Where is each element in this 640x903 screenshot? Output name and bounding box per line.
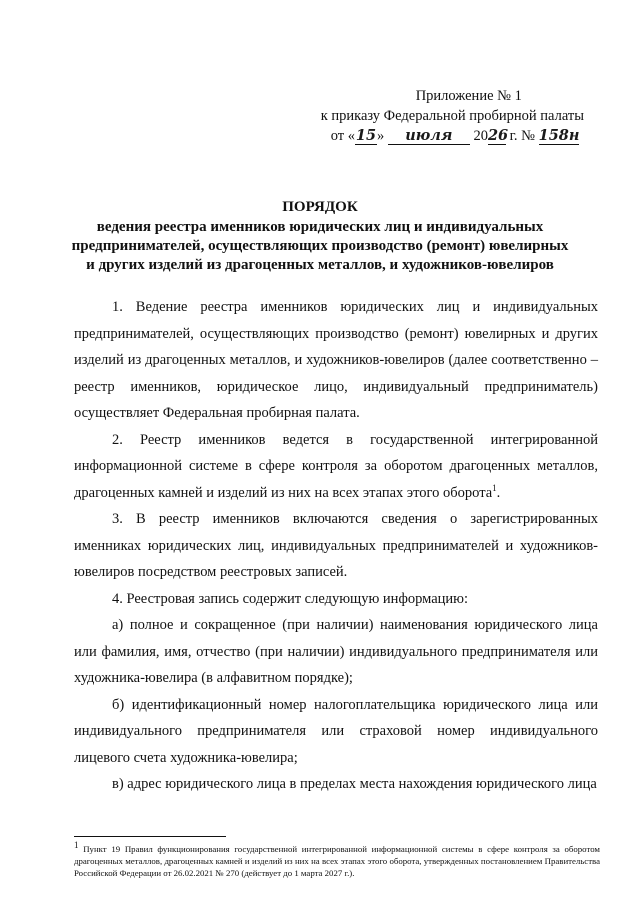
title-line-1: ведения реестра именников юридических лиц и индивидуальных <box>96 219 544 235</box>
title-main: ПОРЯДОК <box>282 199 358 215</box>
date-from-label: от « <box>330 128 355 144</box>
order-number-label: г. № <box>509 128 535 144</box>
date-day-close: » <box>376 128 385 144</box>
title-line-2: предпринимателей, осуществляющих производство (ремонт) ювелирных <box>71 238 569 254</box>
order-date-line <box>321 126 584 146</box>
date-day: 15 <box>355 127 377 144</box>
footnote-marker: 1 <box>74 840 79 851</box>
paragraph-4c: в) адрес юридического лица в пределах места нахождения юридического лица <box>112 776 597 792</box>
date-year-suffix: 26 <box>487 127 509 144</box>
title-line-3: и других изделий из драгоценных металлов, и художников-ювелиров <box>86 257 554 273</box>
paragraph-2-text: 2. Реестр именников ведется в государственной интегрированной информационной системе в сфере контроля за оборотом драгоценных металлов, драгоценных камней и изделий из них на всех этапах этого оборота <box>74 431 598 501</box>
document-title <box>0 198 640 275</box>
paragraph-4b: б) идентификационный номер налогоплательщика юридического лица или индивидуального предпринимателя или страховой номер индивидуального лицевого счета художника-ювелира; <box>74 696 598 766</box>
order-number: 158н <box>538 127 580 144</box>
footnote <box>74 840 600 879</box>
paragraph-2-end: . <box>496 484 501 501</box>
footnote-divider <box>74 836 226 837</box>
paragraph-2 <box>74 427 598 507</box>
date-year-prefix: 20 <box>473 128 488 144</box>
footnote-text: Пункт 19 Правил функционирования государственной интегрированной информационной системы в сфере контроля за оборотом драгоценных металлов, драгоценных камней и изделий из них на всех этапах этого оборота, утвержденных постановлением Правительства Российской Федерации от 26.02.2021 № 270 (действует до 1 марта 2027 г.). <box>74 844 600 878</box>
paragraph-4: 4. Реестровая запись содержит следующую информацию: <box>112 590 469 607</box>
paragraph-4a: а) полное и сокращенное (при наличии) наименования юридического лица или фамилия, имя, отчество (при наличии) индивидуального предпринимателя или художника-ювелира (в алфавитном порядке); <box>74 617 598 686</box>
appendix-header <box>321 86 584 146</box>
footnote-ref: 1 <box>492 482 497 493</box>
appendix-number: Приложение № 1 <box>415 88 522 104</box>
order-reference: к приказу Федеральной пробирной палаты <box>320 108 584 124</box>
paragraph-1: 1. Ведение реестра именников юридических лиц и индивидуальных предпринимателей, осуществляющих производство (ремонт) ювелирных и других изделий из драгоценных металлов, и художников-ювелиров (далее соответственно – реестр именников, юридическое лицо, индивидуальный предприниматель) осуществляет Федеральная пробирная палата. <box>74 299 598 421</box>
document-body <box>74 294 598 798</box>
date-month: июля <box>388 128 470 145</box>
paragraph-3: 3. В реестр именников включаются сведения о зарегистрированных именниках юридических лиц, индивидуальных предпринимателей и художников-ювелиров посредством реестровых записей. <box>74 511 598 580</box>
